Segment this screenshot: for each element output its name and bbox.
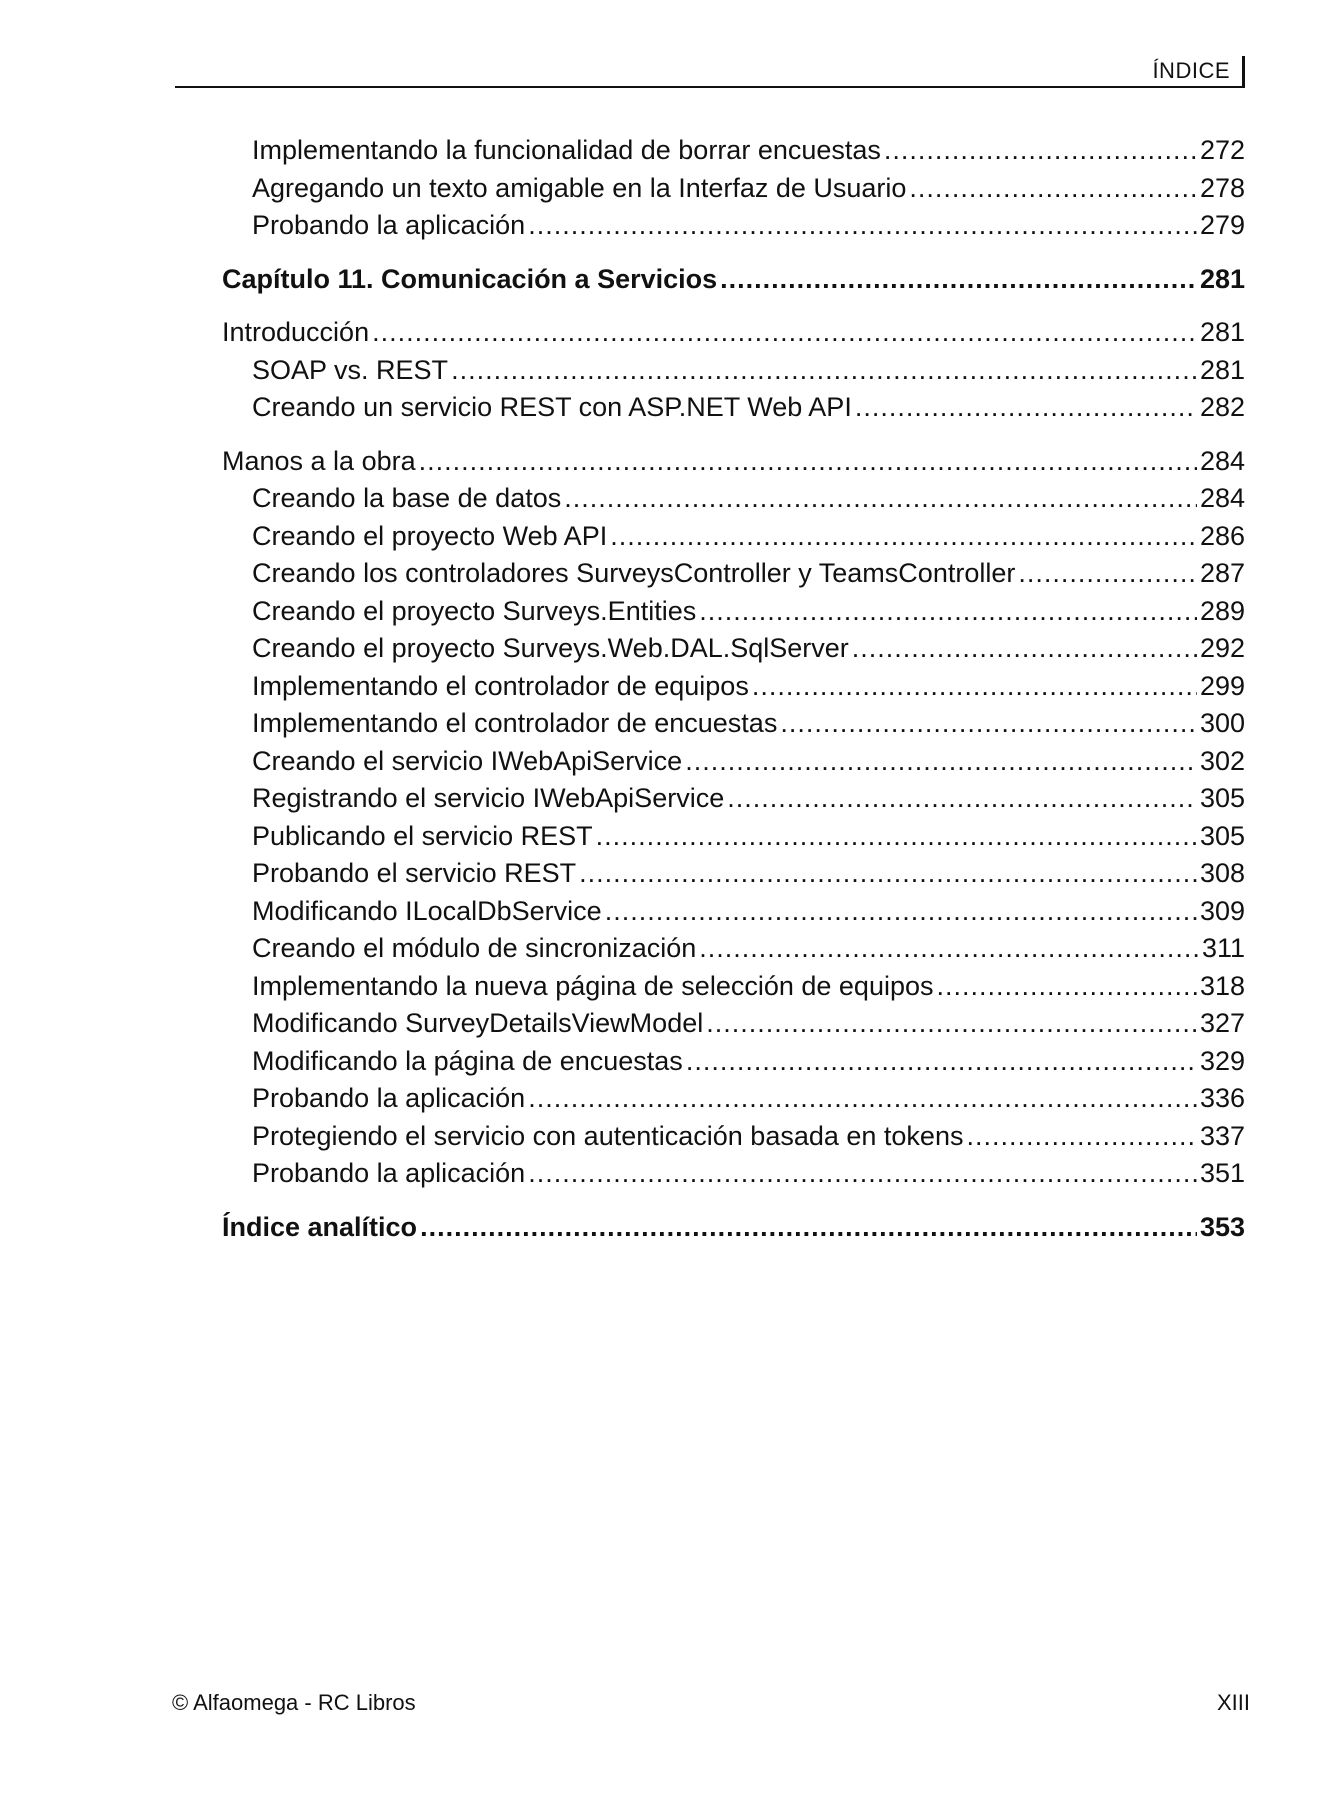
toc-entry-page: 302 (1199, 745, 1245, 776)
toc-entry-title: Creando el proyecto Web API (252, 520, 608, 551)
toc-entry-page: 311 (1201, 933, 1245, 963)
toc-entry-title: Implementando el controlador de encuestas (252, 708, 778, 738)
toc-entry-page: 289 (1199, 595, 1245, 626)
toc-entry-page: 284 (1199, 445, 1245, 476)
toc-dot-leader (727, 780, 1197, 818)
toc-dot-leader (966, 1118, 1196, 1156)
toc-entry-page: 279 (1199, 210, 1245, 240)
toc-entry-title: Protegiendo el servicio con autenticación basada en tokens (252, 1120, 964, 1151)
toc-entry-page: 287 (1199, 558, 1245, 588)
toc-dot-leader (528, 1080, 1197, 1118)
toc-entry-title: Creando los controladores SurveysController y TeamsController (252, 558, 1016, 588)
toc-entry (222, 705, 1245, 743)
toc-entry-title: Creando el proyecto Surveys.Web.DAL.SqlServer (252, 633, 849, 663)
toc-dot-leader (1018, 555, 1197, 593)
toc-entry (222, 893, 1245, 931)
toc-entry (222, 132, 1245, 170)
toc-entry-page: 286 (1199, 520, 1245, 551)
toc-entry-page: 272 (1199, 135, 1245, 165)
toc-entry-page: 292 (1199, 633, 1245, 663)
toc-dot-leader (420, 1209, 1197, 1247)
toc-entry-page: 282 (1199, 392, 1245, 422)
toc-entry (222, 780, 1245, 818)
toc-entry (222, 968, 1245, 1006)
toc-dot-leader (579, 855, 1197, 893)
toc-dot-leader (528, 1155, 1197, 1193)
toc-dot-leader (419, 443, 1197, 481)
footer-page-number: XIII (1216, 1690, 1250, 1715)
toc-entry (222, 593, 1245, 631)
toc-entry-title: Introducción (222, 317, 370, 347)
toc-dot-leader (372, 314, 1197, 352)
table-of-contents (222, 132, 1245, 1246)
toc-entry (222, 855, 1245, 893)
toc-entry-title: Manos a la obra (222, 445, 416, 476)
toc-dot-leader (909, 170, 1197, 208)
toc-dot-leader (855, 389, 1197, 427)
toc-entry-page: 299 (1199, 670, 1245, 701)
toc-entry-title: Modificando ILocalDbService (252, 895, 602, 926)
toc-entry (222, 743, 1245, 781)
toc-entry (222, 352, 1245, 390)
toc-entry-title: Creando el módulo de sincronización (252, 933, 697, 963)
toc-entry (222, 818, 1245, 856)
toc-entry-title: Modificando SurveyDetailsViewModel (252, 1008, 704, 1038)
toc-entry (222, 1118, 1245, 1156)
toc-entry (222, 668, 1245, 706)
running-header: ÍNDICE (1152, 58, 1230, 83)
toc-dot-leader (884, 132, 1197, 170)
toc-entry-title: Creando el servicio IWebApiService (252, 745, 683, 776)
toc-dot-leader (564, 480, 1197, 518)
toc-entry-page: 309 (1199, 895, 1245, 926)
toc-entry (222, 389, 1245, 427)
toc-dot-leader (706, 1005, 1197, 1043)
toc-entry-title: Implementando la nueva página de selección de equipos (252, 970, 934, 1001)
toc-dot-leader (685, 743, 1197, 781)
toc-entry-page: 318 (1199, 970, 1245, 1001)
toc-entry-title: Capítulo 11. Comunicación a Servicios (222, 263, 718, 294)
toc-entry-title: Probando la aplicación (252, 1158, 526, 1188)
toc-dot-leader (605, 893, 1197, 931)
toc-dot-leader (528, 207, 1197, 245)
toc-entry (222, 1005, 1245, 1043)
toc-entry (222, 1209, 1245, 1247)
toc-dot-leader (752, 668, 1197, 706)
toc-entry (222, 443, 1245, 481)
toc-dot-leader (720, 261, 1197, 299)
toc-entry-page: 278 (1199, 172, 1245, 203)
toc-dot-leader (699, 930, 1199, 968)
toc-entry-title: Agregando un texto amigable en la Interfaz de Usuario (252, 172, 907, 203)
toc-entry-page: 337 (1199, 1120, 1245, 1151)
toc-entry (222, 170, 1245, 208)
toc-dot-leader (596, 818, 1197, 856)
toc-entry-title: Registrando el servicio IWebApiService (252, 783, 725, 813)
toc-entry-title: Creando un servicio REST con ASP.NET Web API (252, 392, 852, 422)
toc-dot-leader (937, 968, 1197, 1006)
toc-entry-title: Publicando el servicio REST (252, 820, 593, 851)
toc-entry-title: Modificando la página de encuestas (252, 1045, 683, 1076)
toc-entry-title: SOAP vs. REST (252, 354, 449, 385)
toc-entry-title: Probando el servicio REST (252, 858, 577, 888)
toc-entry-title: Probando la aplicación (252, 1083, 526, 1113)
toc-entry-page: 284 (1199, 483, 1245, 513)
toc-entry-title: Índice analítico (222, 1211, 418, 1242)
toc-dot-leader (451, 352, 1197, 390)
header-rule (175, 86, 1245, 88)
toc-entry-page: 308 (1199, 858, 1245, 888)
toc-entry (222, 480, 1245, 518)
toc-entry-title: Implementando el controlador de equipos (252, 670, 749, 701)
toc-entry (222, 555, 1245, 593)
toc-dot-leader (686, 1043, 1197, 1081)
toc-entry (222, 1043, 1245, 1081)
toc-entry (222, 261, 1245, 299)
toc-entry-page: 281 (1199, 354, 1245, 385)
toc-entry-page: 305 (1199, 820, 1245, 851)
toc-entry (222, 930, 1245, 968)
toc-entry-title: Creando el proyecto Surveys.Entities (252, 595, 697, 626)
toc-entry-title: Creando la base de datos (252, 483, 562, 513)
toc-entry-page: 327 (1199, 1008, 1245, 1038)
toc-entry-page: 281 (1199, 317, 1245, 347)
toc-dot-leader (699, 593, 1197, 631)
toc-entry-title: Probando la aplicación (252, 210, 526, 240)
toc-entry-page: 353 (1199, 1211, 1245, 1242)
toc-entry-page: 281 (1199, 263, 1245, 294)
toc-entry (222, 1155, 1245, 1193)
toc-entry-page: 305 (1199, 783, 1245, 813)
toc-entry (222, 518, 1245, 556)
toc-entry-title: Implementando la funcionalidad de borrar encuestas (252, 135, 881, 165)
toc-dot-leader (780, 705, 1197, 743)
toc-entry-page: 336 (1199, 1083, 1245, 1113)
toc-entry (222, 630, 1245, 668)
toc-entry-page: 300 (1199, 708, 1245, 738)
header-divider-bar (1242, 56, 1245, 86)
toc-entry (222, 314, 1245, 352)
toc-entry (222, 1080, 1245, 1118)
toc-entry (222, 207, 1245, 245)
toc-entry-page: 351 (1199, 1158, 1245, 1188)
toc-entry-page: 329 (1199, 1045, 1245, 1076)
footer-publisher: © Alfaomega - RC Libros (172, 1690, 416, 1715)
toc-dot-leader (610, 518, 1197, 556)
toc-dot-leader (852, 630, 1197, 668)
